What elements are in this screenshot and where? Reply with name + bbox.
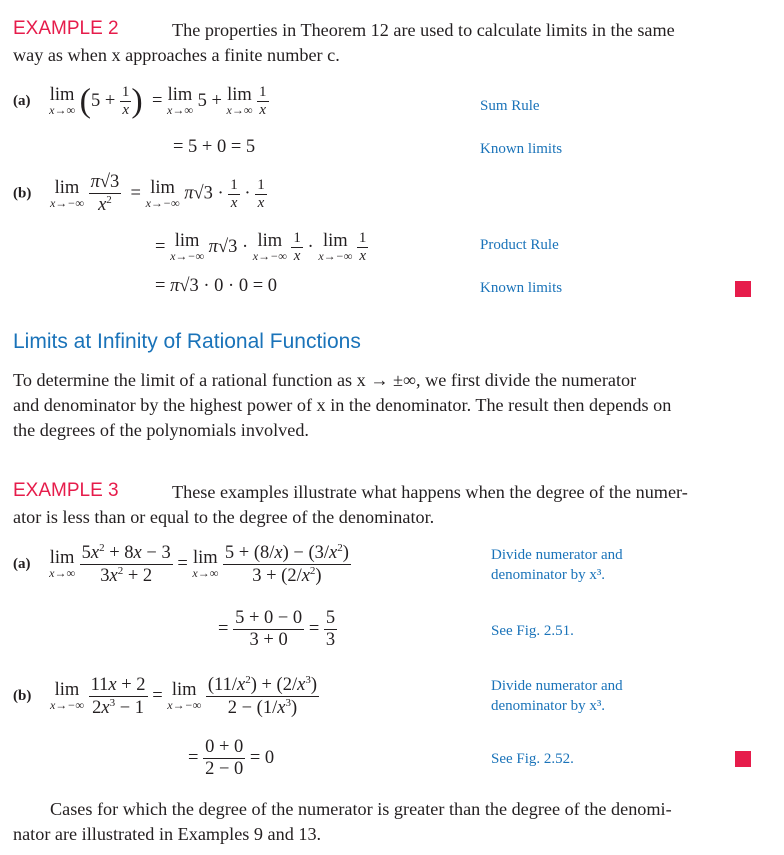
example-2-intro-line1: The properties in Theorem 12 are used to calculate limits in the same [172, 20, 675, 40]
section-para-line1: To determine the limit of a rational function as x → ±∞, we first divide the numerator [13, 370, 637, 390]
example-3a-line1: (a) lim x→∞ $\frac{5x^2 + 8x - 3}{3x^2 + 2}$ = lim x→∞ $\frac{5 + (8/x) - (3/x^2)}{3 + (2/x^2)}$ [13, 542, 349, 587]
closing-line2: nator are illustrated in Examples 9 and 13. [13, 824, 322, 844]
example-2a-line1: (a) lim x→∞ (5 + $\frac{1}{x}$ ) = lim x→∞ 5 + lim x→∞ $\frac{1}{x}$ [13, 82, 267, 120]
section-para-line3: the degrees of the polynomials involved. [13, 420, 309, 440]
example-3b-line2: = $\frac{0 + 0}{2 - 0}$ = 0 [188, 737, 275, 779]
example-2b-line3: = π√3 · 0 · 0 = 0 [155, 276, 278, 296]
part-a-label: (a) [13, 93, 31, 109]
note-product-rule: Product Rule [480, 237, 559, 253]
note-divide-2a: Divide numerator and [491, 678, 623, 694]
part-b-label: (b) [13, 185, 32, 202]
note-divide-1b: denominator by x³. [491, 567, 606, 583]
note-known-limits-1: Known limits [480, 141, 563, 157]
example-3-intro-line2: ator is less than or equal to the degree of the denominator. [13, 507, 435, 527]
section-para-line2: and denominator by the highest power of x in the denominator. The result then depends on [13, 395, 672, 415]
note-divide-2b: denominator by x³. [491, 698, 606, 714]
note-see-fig-251: See Fig. 2.51. [491, 623, 574, 639]
note-see-fig-252: See Fig. 2.52. [491, 751, 574, 767]
example-2b-line1: (b) lim x→−∞ $\frac{\pi√3}{x^2}$ = lim x→−∞ π√3 · $\frac{1}{x}$ · $\frac{1}{x}$ [13, 172, 265, 216]
end-of-example-marker [735, 281, 751, 297]
note-sum-rule: Sum Rule [480, 98, 540, 114]
part-b-label-3: (b) [13, 688, 32, 705]
part-a-label-3: (a) [13, 556, 31, 573]
example-2a-line2: = 5 + 0 = 5 [173, 137, 256, 157]
note-divide-1a: Divide numerator and [491, 547, 623, 563]
section-paragraph [13, 368, 748, 443]
example-2-label: EXAMPLE 2 [13, 18, 119, 39]
section-heading: Limits at Infinity of Rational Functions [13, 330, 361, 353]
closing-line1: Cases for which the degree of the numerator is greater than the degree of the denomi- [50, 799, 672, 819]
example-2b-line2: = lim x→−∞ π√3 · lim x→−∞ $\frac{1}{x}$ · lim x→−∞ $\frac{1}{x}$ [155, 230, 367, 264]
example-3-label: EXAMPLE 3 [13, 480, 119, 501]
example-3b-line1: (b) lim x→−∞ $\frac{11x + 2}{2x^3 - 1}$ = lim x→−∞ $\frac{(11/x^2) + (2/x^3)}{2 - (1/x^3)}$ [13, 674, 317, 719]
example-3a-line2: = $\frac{5 + 0 - 0}{3 + 0}$ = $\frac{5}{3}$ [218, 608, 336, 650]
note-known-limits-2: Known limits [480, 280, 563, 296]
example-2-intro-line2: way as when x approaches a finite number c. [13, 45, 340, 65]
example-3-intro-line1: These examples illustrate what happens when the degree of the numer- [172, 482, 688, 502]
closing-paragraph [13, 797, 748, 847]
end-of-example-marker-3 [735, 751, 751, 767]
